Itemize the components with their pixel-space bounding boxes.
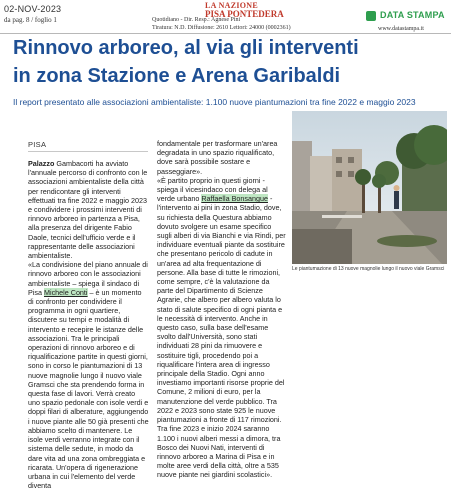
quote-vice-intro: «È partito proprio in questi giorni - spiega il vicesindaco con delega al verde urbano — [157, 175, 268, 204]
subheadline: Il report presentato alle associazioni ambientaliste: 1.100 nuove piantumazioni tra fine 2022 e maggio 2023 — [13, 97, 416, 107]
paragraph-intro: Gambacorti ha avviato l'annuale percorso di confronto con le associazioni ambientaliste della città per rendicontare gli interventi effettuati tra fine 2022 e maggio 2023 e condividere i prossimi interventi di rinnovo arboreo in partenza a Pisa, alla presenza del dirigente Fabio Daole, tecnici dell'ufficio verde e il rappresentante delle associazioni ambientaliste. — [28, 159, 148, 261]
article-column-1 — [28, 159, 149, 490]
quote-mayor-intro: «La condivisione del piano annuale di rinnovo arboreo con le associazioni ambientaliste – spiega il sindaco di Pisa — [28, 260, 148, 297]
headline-line-1: Rinnovo arboreo, al via gli interventi — [13, 37, 359, 59]
circulation-line: Tiratura: N.D. Diffusione: 2610 Lettori: 24000 (0002361) — [152, 25, 291, 31]
quote-mayor-body: – è un momento di confronto per condividere il programma in ogni quartiere, discutere su tempi e modalità di intervento e recepire le istanze delle associazioni. Tra le principali operazioni di rinnovo arboreo e di riqualificazione partite in questi giorni, sono in corso le piantumazioni di 13 nuove magnolie lungo il nuovo viale Gramsci che sta prendendo forma in questa fase di lavori. Verrà creato uno spazio pedonale con isole verdi e doppi filari di alberature, aggiungendo i nuove piante alle 50 già presenti che abbiamo scelto di mantenere. Le isole verdi verranno integrate con il sistema delle sedute, in modo da dare vita ad una zona ombreggiata e ricarata. Un'opera di rigenerazione urbana in cui l'elemento del verde diventa — [28, 287, 149, 491]
newspaper-logo-top: LA NAZIONE — [205, 1, 259, 10]
paragraph-continuation: fondamentale per trasformare un'area degradata in uno spazio riqualificato, dove sarà possibile sostare e passeggiare». — [157, 139, 278, 176]
website-label: www.datastampa.it — [378, 26, 424, 32]
data-stampa-label: DATA STAMPA — [380, 10, 445, 20]
lead-word: Palazzo — [28, 159, 55, 168]
section-label: PISA — [28, 140, 47, 149]
section-divider — [28, 151, 148, 152]
quote-vice-body: - l'intervento ai pini in zona Stadio, dove, su richiesta della Questura abbiamo dovuto svolgere un esame specifico sugli alberi di via Bianchi e via Rindi, per individuare eventuali piante da sostituire che presentano pericolo di cadute in un'area ad alta frequentazione di persone. Alla base di tutte le rimozioni, come sempre, c'è la valutazione da parte del Dipartimento di Scienze Agrarie, che albero per albero valuta lo stato di salute specifico di ogni pianta e le necessità di intervento. Anche in questo caso, sulla base dell'esame svolto dall'Università, sono stati individuati 28 pini da rimuovere e sostituire tigli, procedendo poi a riqualificare l'intera area di ingresso principale della Stadio. Ogni anno investiamo importanti risorse proprie del Comune, 2 milioni di euro, per la manutenzione del verde pubblico. Tra 2022 e 2023 sono state 925 le nuove piantumazioni a fronte di 117 rimozioni. Tra fine 2023 e inizio 2024 saranno 1.100 i nuovi alberi messi a dimora, tra Bosco dei Nuovi Nati, interventi di rinnovo arboreo a Marina di Pisa e in molte aree verdi della città, oltre a 535 nuove piante nei giardini scolastici». — [157, 194, 286, 480]
vice-mayor-name-link[interactable]: Raffaella Bonsangue — [201, 194, 268, 204]
photo-caption: Le piantumazione di 13 nuove magnolie lungo il nuovo viale Gramsci — [292, 266, 445, 272]
header-divider — [0, 33, 451, 34]
data-stampa-icon — [366, 11, 376, 21]
newspaper-logo-bottom: PISA PONTEDERA — [205, 9, 284, 19]
clipping-date: 02-NOV-2023 — [4, 4, 62, 14]
mayor-name-link[interactable]: Michele Conti — [43, 287, 88, 297]
photo-illustration — [292, 111, 447, 264]
article-photo — [292, 111, 447, 264]
page-info: da pag. 8 / foglio 1 — [4, 16, 57, 24]
headline-line-2: in zona Stazione e Arena Garibaldi — [13, 65, 341, 87]
publication-line: Quotidiano - Dir. Resp.: Agnese Pini — [152, 17, 241, 23]
article-column-2 — [157, 139, 286, 480]
